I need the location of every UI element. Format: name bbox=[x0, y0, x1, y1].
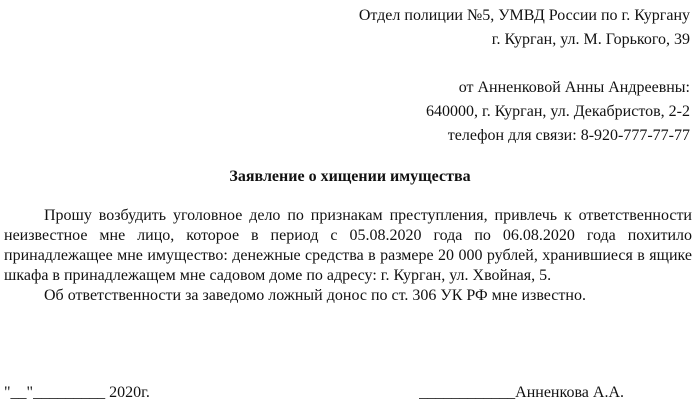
document-title: Заявление о хищении имущества bbox=[229, 168, 471, 185]
sender-address: 640000, г. Курган, ул. Декабристов, 2-2 bbox=[425, 103, 690, 120]
header-spacer bbox=[359, 52, 690, 76]
date-line: "__"_________ 2020г. bbox=[4, 384, 150, 401]
signature-line: ____________Анненкова А.А. bbox=[419, 384, 624, 401]
statement-body bbox=[4, 206, 692, 306]
addressee-block bbox=[359, 4, 690, 148]
statement-paragraph-1: Прошу возбудить уголовное дело по признакам преступления, привлечь к ответственности неизвестное мне лицо, которое в период с 05.08.2020 года по 06.08.2020 года похитило принадлежащее мне имущество: денежные средства в размере 20 000 рублей, хранившиеся в ящике шкафа в принадлежащем мне садовом доме по адресу: г. Курган, ул. Хвойная, 5. bbox=[4, 207, 692, 284]
recipient-line-1: Отдел полиции №5, УМВД России по г. Кургану bbox=[358, 7, 690, 24]
sender-line-1: от Анненковой Анны Андреевны: bbox=[458, 79, 690, 96]
recipient-line-2: г. Курган, ул. М. Горького, 39 bbox=[491, 31, 690, 48]
statement-paragraph-2: Об ответственности за заведомо ложный донос по ст. 306 УК РФ мне известно. bbox=[44, 287, 586, 304]
sender-phone: телефон для связи: 8-920-777-77-77 bbox=[447, 127, 690, 144]
